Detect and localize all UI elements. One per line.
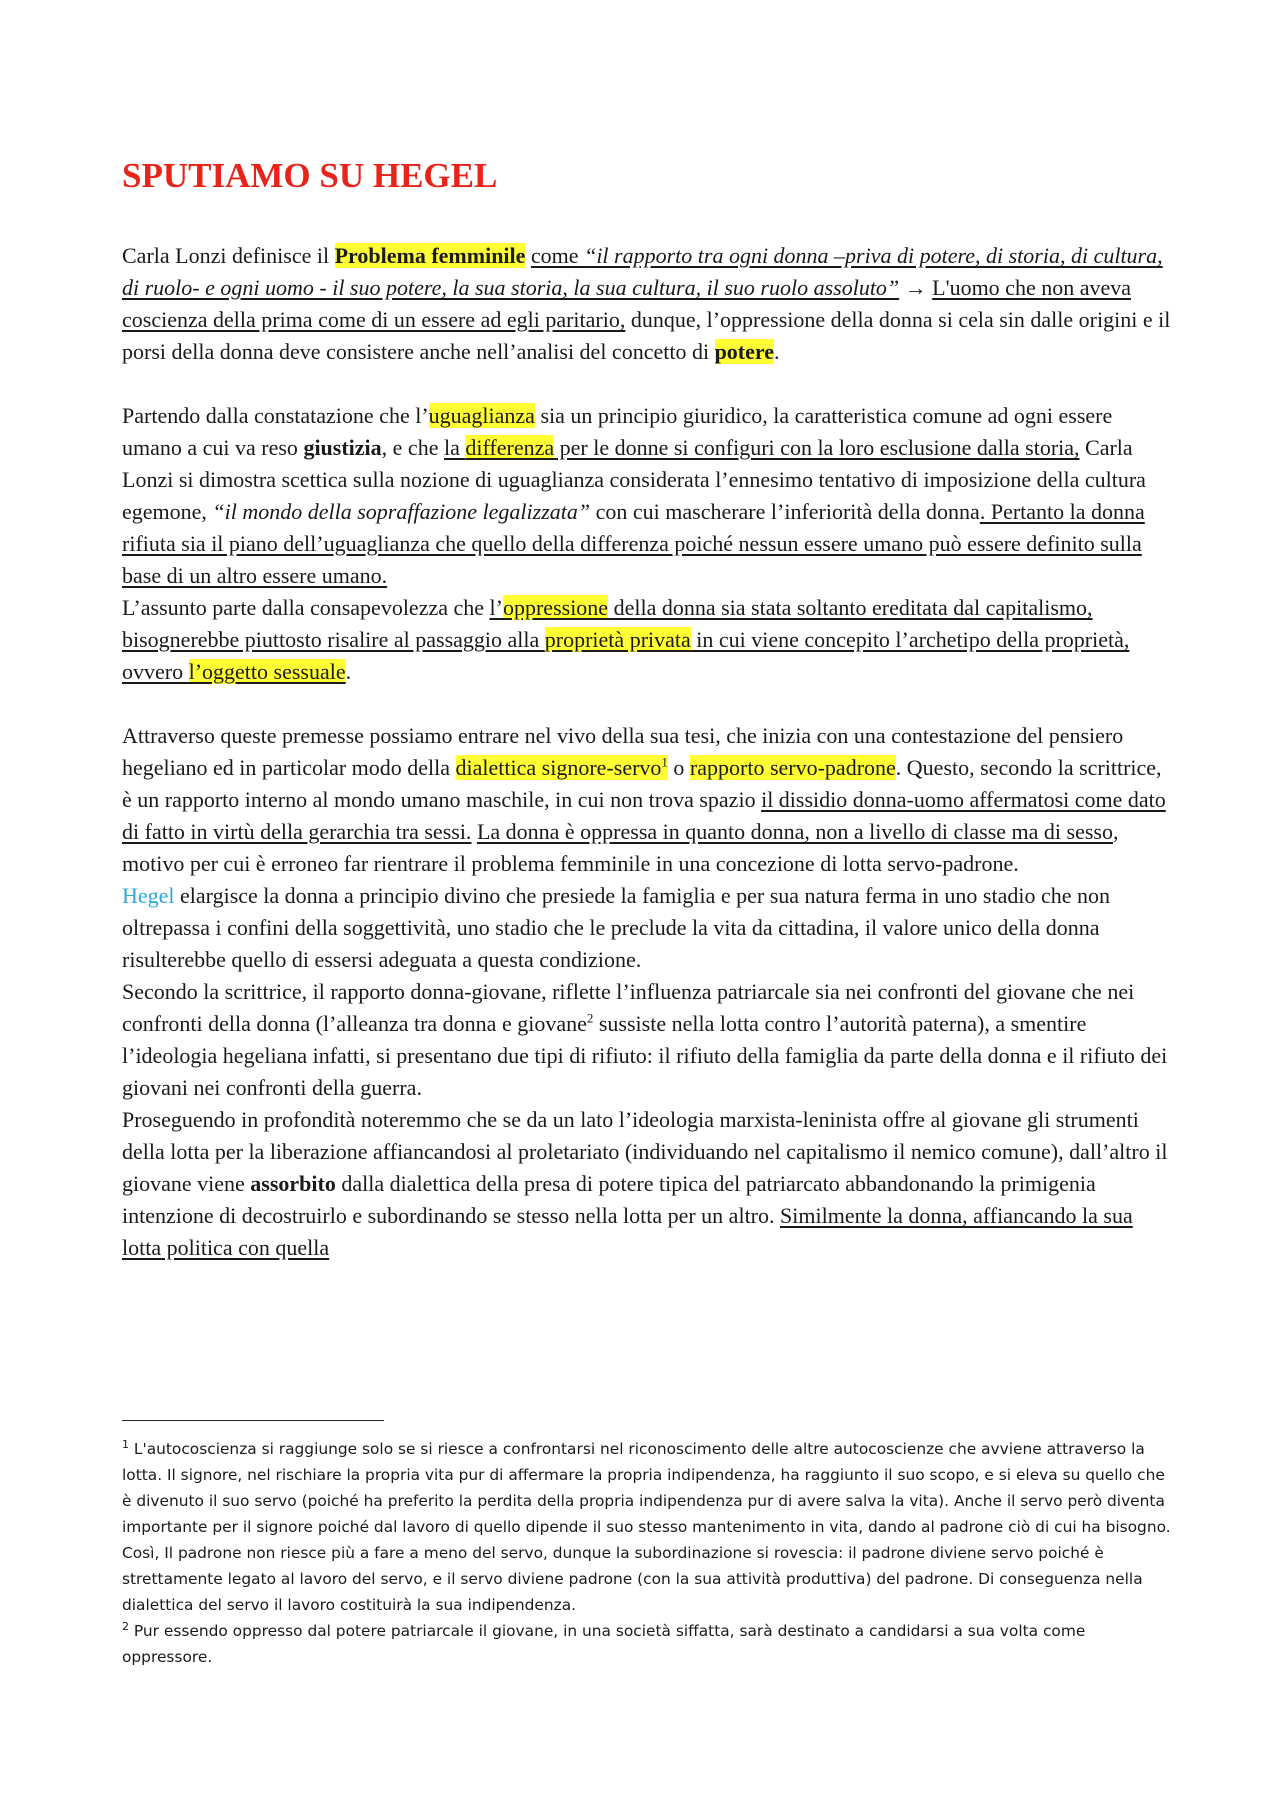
paragraph-1 [122, 240, 1172, 368]
underlined-text: La donna è oppressa in quanto donna, non a livello di classe ma di sesso [476, 819, 1113, 844]
footnotes [122, 1436, 1172, 1670]
text-run: per le donne si configuri con la loro esclusione dalla storia, [554, 435, 1080, 460]
text-run: in cui viene concepito l’archetipo della proprietà, ovvero [122, 627, 1130, 684]
bold-assorbito: assorbito [250, 1171, 336, 1196]
document-title: SPUTIAMO SU HEGEL [122, 156, 498, 195]
footnote-number: 1 [122, 1437, 129, 1451]
paragraph-gap [122, 368, 1172, 400]
text-run: . Questo, secondo la scrittrice, è un rapporto interno al mondo umano maschile, in cui non trova spazio [122, 755, 1162, 812]
text-run: , e che [381, 435, 444, 460]
underlined-text: Similmente la donna, affiancando la sua lotta politica con quella [122, 1203, 1133, 1260]
underlined-text: . Pertanto la donna rifiuta sia il piano dell’uguaglianza che quello della differenza poiché nessun essere umano può essere definito sulla base di un altro essere umano. [122, 499, 1145, 588]
text-run: dalla dialettica della presa di potere tipica del patriarcato abbandonando la primigenia intenzione di decostruirlo e subordinando se stesso nella lotta per un altro. [122, 1171, 1096, 1228]
footnote-ref-1[interactable]: 1 [661, 754, 668, 770]
text-run: o [667, 755, 690, 780]
highlight-uguaglianza: uguaglianza [428, 403, 535, 428]
hegel-link[interactable]: Hegel [122, 883, 175, 908]
text-run: elargisce la donna a principio divino che presiede la famiglia e per sua natura ferma in uno stadio che non oltrepassa i confini della soggettività, uno stadio che le preclude la vita da cittadina, il valore unico della donna risulterebbe quello di essersi adeguata a questa condizione. [122, 883, 1111, 972]
paragraph-gap [122, 688, 1172, 720]
highlight-dialettica [456, 755, 668, 780]
text-run: sussiste nella lotta contro l’autorità paterna), a smentire l’ideologia hegeliana infatti, si presentano due tipi di rifiuto: il rifiuto della famiglia da parte della donna e il rifiuto dei giovani nei confronti della guerra. [122, 1011, 1168, 1100]
text-run: Proseguendo in profondità noteremmo che se da un lato l’ideologia marxista-leninista offre al giovane gli strumenti della lotta per la liberazione affiancandosi al proletariato (individuando nel capitalismo il nemico comune), dall’altro il giovane viene [122, 1107, 1168, 1196]
paragraph-2 [122, 400, 1172, 592]
highlight-potere: potere [714, 339, 775, 364]
bold-giustizia: giustizia [303, 435, 382, 460]
text-run: Carla Lonzi definisce il [122, 243, 335, 268]
highlight-oggetto-sessuale: l’oggetto sessuale [188, 659, 346, 684]
text-run: l’ [489, 595, 503, 620]
highlight-differenza: differenza [465, 435, 555, 460]
paragraph-5 [122, 880, 1172, 976]
text-run: . [774, 339, 780, 364]
quote-sopraffazione: “il mondo della sopraffazione legalizzata” [212, 499, 591, 524]
footnote-text: Pur essendo oppresso dal potere patriarcale il giovane, in una società siffatta, sarà destinato a candidarsi a sua volta come oppressore. [122, 1622, 1086, 1666]
text-run: dunque, l’oppressione della donna si cela sin dalle origini e il porsi della donna deve consistere anche nell’analisi del concetto di [122, 307, 1171, 364]
document-page [122, 150, 1172, 1264]
text-run: dialettica signore-servo [455, 755, 662, 780]
underlined-text: L'uomo che non aveva coscienza della prima come di un essere ad egli paritario, [122, 275, 1132, 332]
underlined-text: il dissidio donna-uomo affermatosi come dato di fatto in virtù della gerarchia tra sessi. [122, 787, 1166, 844]
footnote-separator [122, 1420, 384, 1421]
text-run: Attraverso queste premesse possiamo entrare nel vivo della sua tesi, che inizia con una contestazione del pensiero hegeliano ed in particolar modo della [122, 723, 1124, 780]
text-run: con cui mascherare l’inferiorità della donna [590, 499, 980, 524]
highlight-problema-femminile: Problema femminile [334, 243, 526, 268]
text-run: sia un principio giuridico, la caratteristica comune ad ogni essere umano a cui va reso [122, 403, 1113, 460]
footnote-text: L'autocoscienza si raggiunge solo se si riesce a confrontarsi nel riconoscimento delle altre autocoscienze che avviene attraverso la lotta. Il signore, nel rischiare la propria vita pur di affermare la propria indipendenza, ha raggiunto il suo scopo, e si eleva su quello che è divenuto il suo servo (poiché ha preferito la perdita della propria indipendenza pur di avere salva la vita). Anche il servo però diventa importante per il signore poiché dal lavoro di quello dipende il suo stesso mantenimento in vita, dando al padrone ciò di cui ha bisogno. Così, Il padrone non riesce più a fare a meno del servo, dunque la subordinazione si rovescia: il padrone diviene servo poiché è strettamente legato al lavoro del servo, e il servo diviene padrone (con la sua attività produttiva) del padrone. Di conseguenza nella dialettica del servo il lavoro costituirà la sua indipendenza. [122, 1440, 1171, 1614]
footnote-ref-2[interactable]: 2 [586, 1010, 594, 1026]
text-run: Secondo la scrittrice, il rapporto donna-giovane, riflette l’influenza patriarcale sia nei confronti del giovane che nei confronti della donna (l’alleanza tra donna e giovane [122, 979, 1135, 1036]
paragraph-6 [122, 976, 1172, 1104]
footnote-number: 2 [122, 1619, 129, 1633]
highlight-oppressione: oppressione [502, 595, 609, 620]
highlight-proprieta-privata: proprietà privata [544, 627, 691, 652]
text-run: . [345, 659, 352, 684]
text-run: come [530, 243, 585, 268]
paragraph-7 [122, 1104, 1172, 1264]
footnote-2 [122, 1618, 1172, 1670]
text-run: della donna sia stata soltanto ereditata dal capitalismo, bisognerebbe piuttosto risalire al passaggio alla [122, 595, 1093, 652]
text-run: Partendo dalla constatazione che l’ [122, 403, 429, 428]
arrow-icon: → [899, 275, 933, 300]
highlight-rapporto-servo-padrone: rapporto servo-padrone [689, 755, 896, 780]
quote-definition: “il rapporto tra ogni donna –priva di potere, di storia, di cultura, di ruolo- e ogni uomo - il suo potere, la sua storia, la sua cultura, il suo ruolo assoluto” [122, 243, 1163, 300]
text-run: L’assunto parte dalla consapevolezza che [122, 595, 490, 620]
text-run: Carla Lonzi si dimostra scettica sulla nozione di uguaglianza considerata l’ennesimo tentativo di imposizione della cultura egemone, [122, 435, 1146, 524]
paragraph-3 [122, 592, 1172, 688]
paragraph-4 [122, 720, 1172, 880]
underlined-text [444, 435, 1080, 460]
text-run: , motivo per cui è erroneo far rientrare il problema femminile in una concezione di lotta servo-padrone. [122, 819, 1119, 876]
footnote-1 [122, 1436, 1172, 1618]
text-run: la [443, 435, 466, 460]
